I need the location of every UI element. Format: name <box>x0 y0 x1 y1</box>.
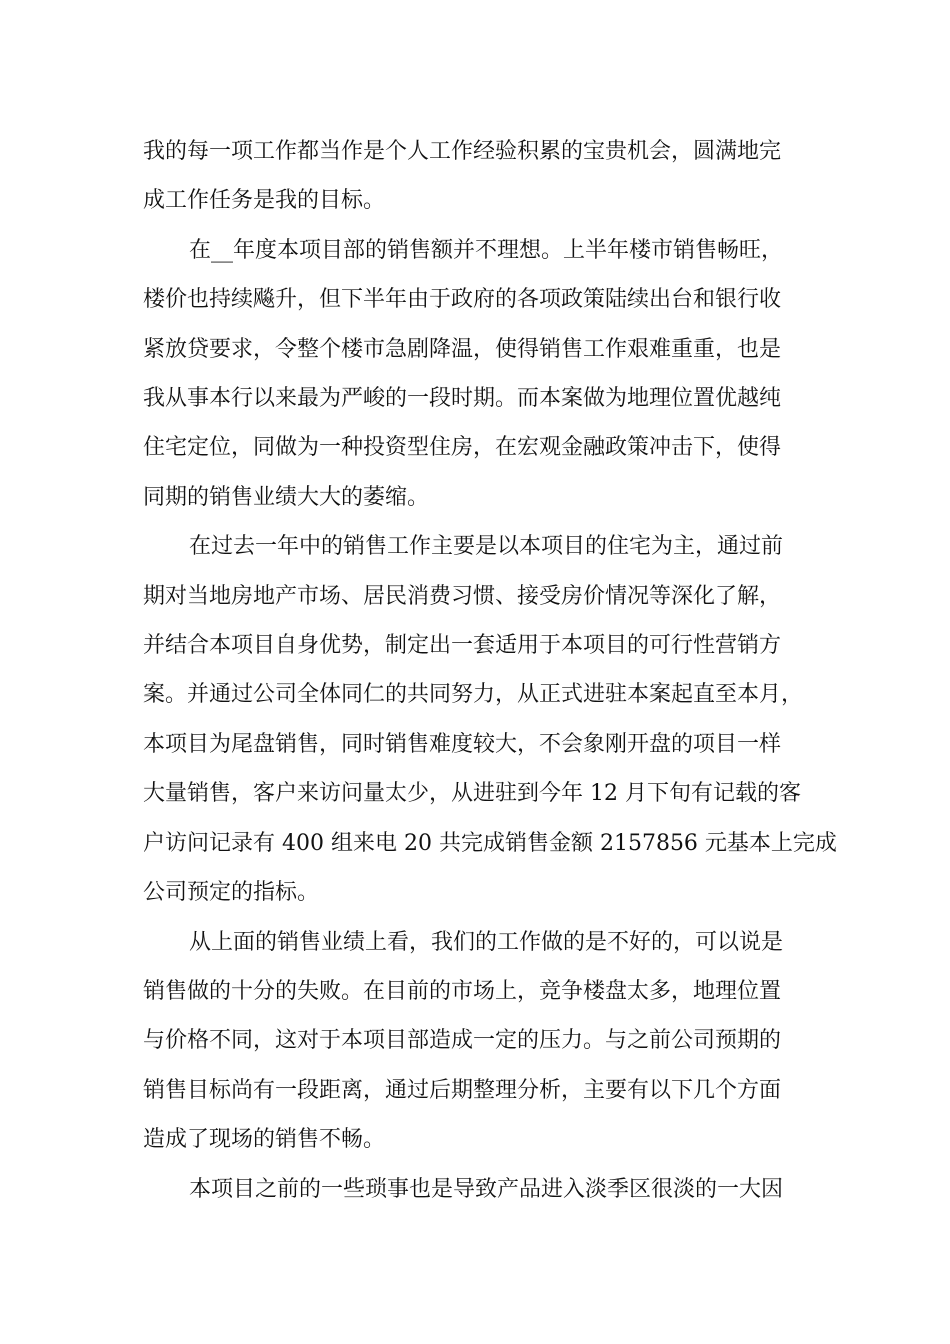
paragraph-start-line: 在过去一年中的销售工作主要是以本项目的住宅为主，通过前 <box>189 534 784 559</box>
text-line: 户访问记录有 400 组来电 20 共完成销售金额 2157856 元基本上完成 <box>143 831 837 856</box>
paragraph-start-line: 本项目之前的一些琐事也是导致产品进入淡季区很淡的一大因 <box>189 1177 784 1202</box>
text-line: 造成了现场的销售不畅。 <box>143 1127 386 1152</box>
text-line: 同期的销售业绩大大的萎缩。 <box>143 485 430 510</box>
text-line: 住宅定位，同做为一种投资型住房，在宏观金融政策冲击下，使得 <box>143 435 782 460</box>
text-line: 案。并通过公司全体同仁的共同努力，从正式进驻本案起直至本月， <box>143 682 804 707</box>
text-line: 公司预定的指标。 <box>143 880 320 905</box>
text-line: 大量销售，客户来访问量太少，从进驻到今年 12 月下旬有记载的客 <box>143 781 801 806</box>
text-line: 销售做的十分的失败。在目前的市场上，竞争楼盘太多，地理位置 <box>143 979 782 1004</box>
text-line: 并结合本项目自身优势，制定出一套适用于本项目的可行性营销方 <box>143 633 782 658</box>
text-line: 本项目为尾盘销售，同时销售难度较大，不会象刚开盘的项目一样 <box>143 732 782 757</box>
text-line: 紧放贷要求，令整个楼市急剧降温，使得销售工作艰难重重，也是 <box>143 337 782 362</box>
text-line: 与价格不同，这对于本项目部造成一定的压力。与之前公司预期的 <box>143 1028 782 1053</box>
text-line: 期对当地房地产市场、居民消费习惯、接受房价情况等深化了解， <box>143 584 782 609</box>
text-line: 销售目标尚有一段距离，通过后期整理分析，主要有以下几个方面 <box>143 1078 782 1103</box>
paragraph-start-line: 在__年度本项目部的销售额并不理想。上半年楼市销售畅旺， <box>189 238 784 263</box>
text-line: 成工作任务是我的目标。 <box>143 188 386 213</box>
text-line: 我从事本行以来最为严峻的一段时期。而本案做为地理位置优越纯 <box>143 386 782 411</box>
text-line: 楼价也持续飚升，但下半年由于政府的各项政策陆续出台和银行收 <box>143 287 782 312</box>
paragraph-start-line: 从上面的销售业绩上看，我们的工作做的是不好的，可以说是 <box>189 930 784 955</box>
text-line: 我的每一项工作都当作是个人工作经验积累的宝贵机会，圆满地完 <box>143 139 782 164</box>
